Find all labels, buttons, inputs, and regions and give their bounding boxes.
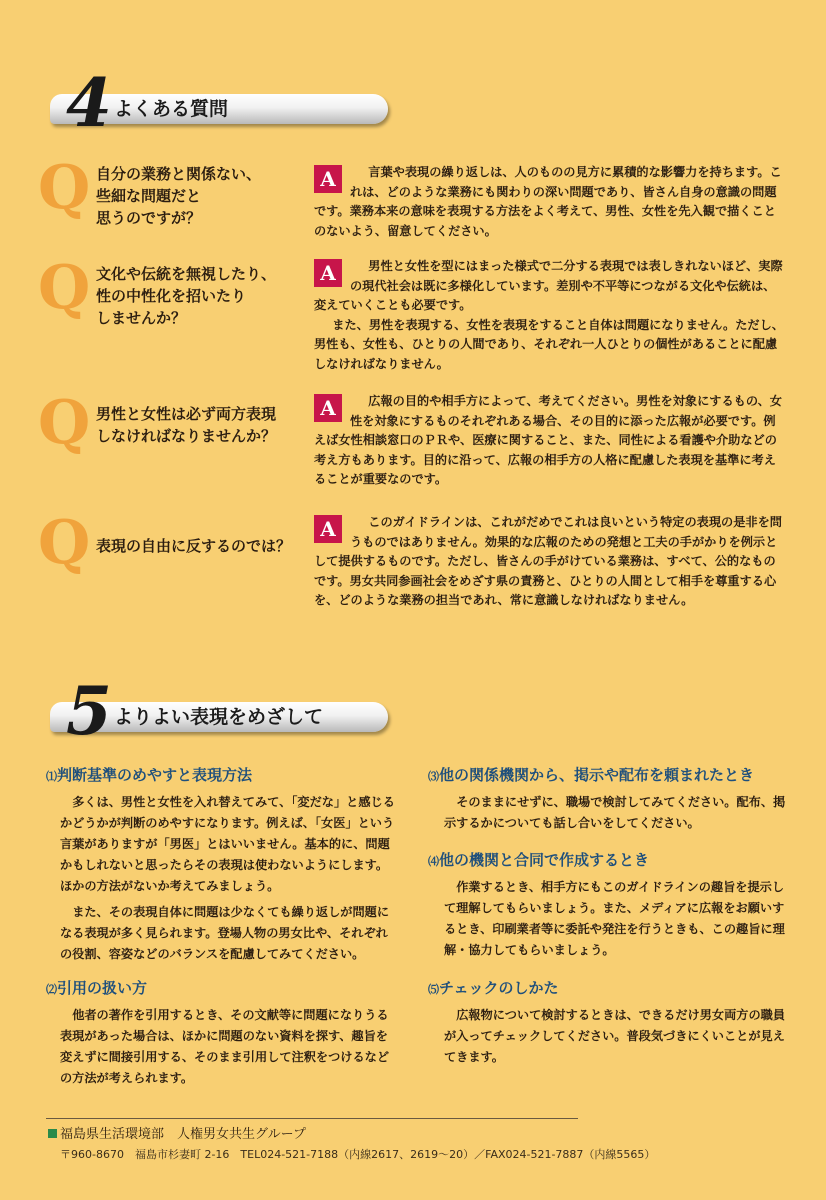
- answer-text: [314, 392, 784, 490]
- footer-divider: [46, 1118, 578, 1119]
- question-line: 文化や伝統を無視したり、: [96, 265, 277, 283]
- answer-2: [314, 257, 784, 374]
- item-title-text: 他の関係機関から、掲示や配布を頼まれたとき: [439, 766, 755, 784]
- question-line: 些細な問題だと: [96, 187, 202, 205]
- answer-4: [314, 513, 784, 611]
- a-mark: A: [314, 259, 342, 287]
- answer-text: [314, 257, 784, 374]
- section-4-header: [44, 64, 390, 142]
- item-title: [428, 764, 786, 788]
- question-line: 表現の自由に反するのでは？: [96, 537, 292, 555]
- question-line: 性の中性化を招いたり: [96, 287, 247, 305]
- section-title: よくある質問: [114, 98, 229, 120]
- item-body: [46, 1005, 396, 1089]
- item-title-text: 他の機関と合同で作成するとき: [439, 851, 650, 869]
- item-paragraph: 広報物について検討するときは、できるだけ男女両方の職員が入ってチェックしてください。普段気づきにくいことが見えてきます。: [444, 1008, 786, 1064]
- question-line: 思うのですが？: [96, 209, 202, 227]
- item-number: ⑵: [46, 983, 57, 996]
- section-title: よりよい表現をめざして: [114, 706, 324, 728]
- section-number: 5: [66, 672, 112, 750]
- item-number: ⑶: [428, 770, 439, 783]
- answer-paragraph: 男性と女性を型にはまった様式で二分する表現では表しきれないほど、実際の現代社会は既に多様化しています。差別や不平等につながる文化や伝統は、変えていくことも必要です。: [314, 259, 783, 312]
- item-title: [428, 849, 786, 873]
- item-body: [428, 877, 786, 961]
- footer-organization: [48, 1125, 306, 1145]
- footer-org-text: 福島県生活環境部 人権男女共生グループ: [60, 1127, 306, 1142]
- item-3: [428, 764, 786, 834]
- item-title: [46, 977, 396, 1001]
- q-mark: Q: [38, 253, 91, 323]
- answer-3: [314, 392, 784, 490]
- answer-paragraph: 言葉や表現の繰り返しは、人のものの見方に累積的な影響力を持ちます。これは、どのような業務にも関わりの深い問題であり、皆さん自身の意識の問題です。業務本来の意味を表現する方法をよく考えて、男性、女性を先入観で描くことのないよう、留意してください。: [314, 165, 782, 238]
- item-number: ⑷: [428, 855, 439, 868]
- green-square-icon: [48, 1129, 57, 1138]
- section-5-header: [44, 672, 390, 750]
- item-body: [46, 792, 396, 965]
- q-mark: Q: [38, 388, 91, 458]
- item-paragraph: また、その表現自体に問題は少なくても繰り返しが問題になる表現が多く見られます。登場人物の男女比や、それぞれの役割、容姿などのバランスを配慮してみてください。: [60, 905, 390, 961]
- question-3: [96, 403, 296, 447]
- item-paragraph: 多くは、男性と女性を入れ替えてみて、「変だな」と感じるかどうかが判断のめやすになります。例えば、「女医」という言葉がありますが「男医」とはいいません。基本的に、問題かもしれないと思ったらその表現は使わないようにします。ほかの方法がないか考えてみましょう。: [60, 795, 395, 893]
- answer-1: [314, 163, 784, 241]
- item-body: [428, 1005, 786, 1068]
- footer-address: 〒960-8670 福島市杉妻町 2-16 TEL024-521-7188（内線2617、2619～20）／FAX024-521-7887（内線5565）: [60, 1148, 656, 1161]
- item-paragraph: 作業するとき、相手方にもこのガイドラインの趣旨を提示して理解してもらいましょう。また、メディアに広報をお願いするとき、印刷業者等に委託や発注を行うときも、この趣旨に理解・協力してもらいましょう。: [444, 880, 785, 957]
- item-title-text: 引用の扱い方: [57, 979, 148, 997]
- item-4: [428, 849, 786, 961]
- question-4: [96, 535, 306, 557]
- item-1: [46, 764, 396, 965]
- question-1: [96, 163, 296, 229]
- a-mark: A: [314, 165, 342, 193]
- answer-paragraph: また、男性を表現する、女性を表現をすること自体は問題になりません。ただし、男性も、女性も、ひとりの人間であり、それぞれ一人ひとりの個性があることに配慮しなければなりません。: [314, 317, 784, 371]
- item-title-text: 判断基準のめやすと表現方法: [57, 766, 253, 784]
- q-mark: Q: [38, 153, 91, 223]
- answer-text: [314, 163, 784, 241]
- question-line: 男性と女性は必ず両方表現: [96, 405, 277, 423]
- a-mark: A: [314, 394, 342, 422]
- answer-paragraph: 広報の目的や相手方によって、考えてください。男性を対象にするもの、女性を対象にするものそれぞれある場合、その目的に添った広報が必要です。例えば女性相談窓口のＰＲや、医療に関すること、また、同性による看護や介助などの考え方もあります。目的に沿って、広報の相手方の人格に配慮した表現を基準に考えることが重要なのです。: [314, 394, 782, 486]
- a-mark: A: [314, 515, 342, 543]
- question-line: しなければなりませんか？: [96, 427, 277, 445]
- item-title-text: チェックのしかた: [439, 979, 559, 997]
- item-paragraph: 他者の著作を引用するとき、その文献等に問題になりうる表現があった場合は、ほかに問題のない資料を探す、趣旨を変えずに間接引用する、そのまま引用して注釈をつけるなどの方法が考えられます。: [60, 1008, 390, 1085]
- q-mark: Q: [38, 508, 91, 578]
- question-line: しませんか？: [96, 309, 187, 327]
- answer-text: [314, 513, 784, 611]
- section-number: 4: [66, 64, 112, 142]
- question-2: [96, 263, 296, 329]
- item-paragraph: そのままにせずに、職場で検討してみてください。配布、掲示するかについても話し合いをしてください。: [444, 795, 786, 830]
- answer-paragraph: このガイドラインは、これがだめでこれは良いという特定の表現の是非を問うものではありません。効果的な広報のための発想と工夫の手がかりを例示として提供するものです。ただし、皆さんの手がけている業務は、すべて、公的なものです。男女共同参画社会をめざす県の責務と、ひとりの人間として相手を尊重する心を、どのような業務の担当であれ、常に意識しなければなりません。: [314, 515, 782, 607]
- item-2: [46, 977, 396, 1089]
- item-title: [46, 764, 396, 788]
- item-5: [428, 977, 786, 1068]
- item-body: [428, 792, 786, 834]
- item-number: ⑴: [46, 770, 57, 783]
- question-line: 自分の業務と関係ない、: [96, 165, 262, 183]
- item-number: ⑸: [428, 983, 439, 996]
- item-title: [428, 977, 786, 1001]
